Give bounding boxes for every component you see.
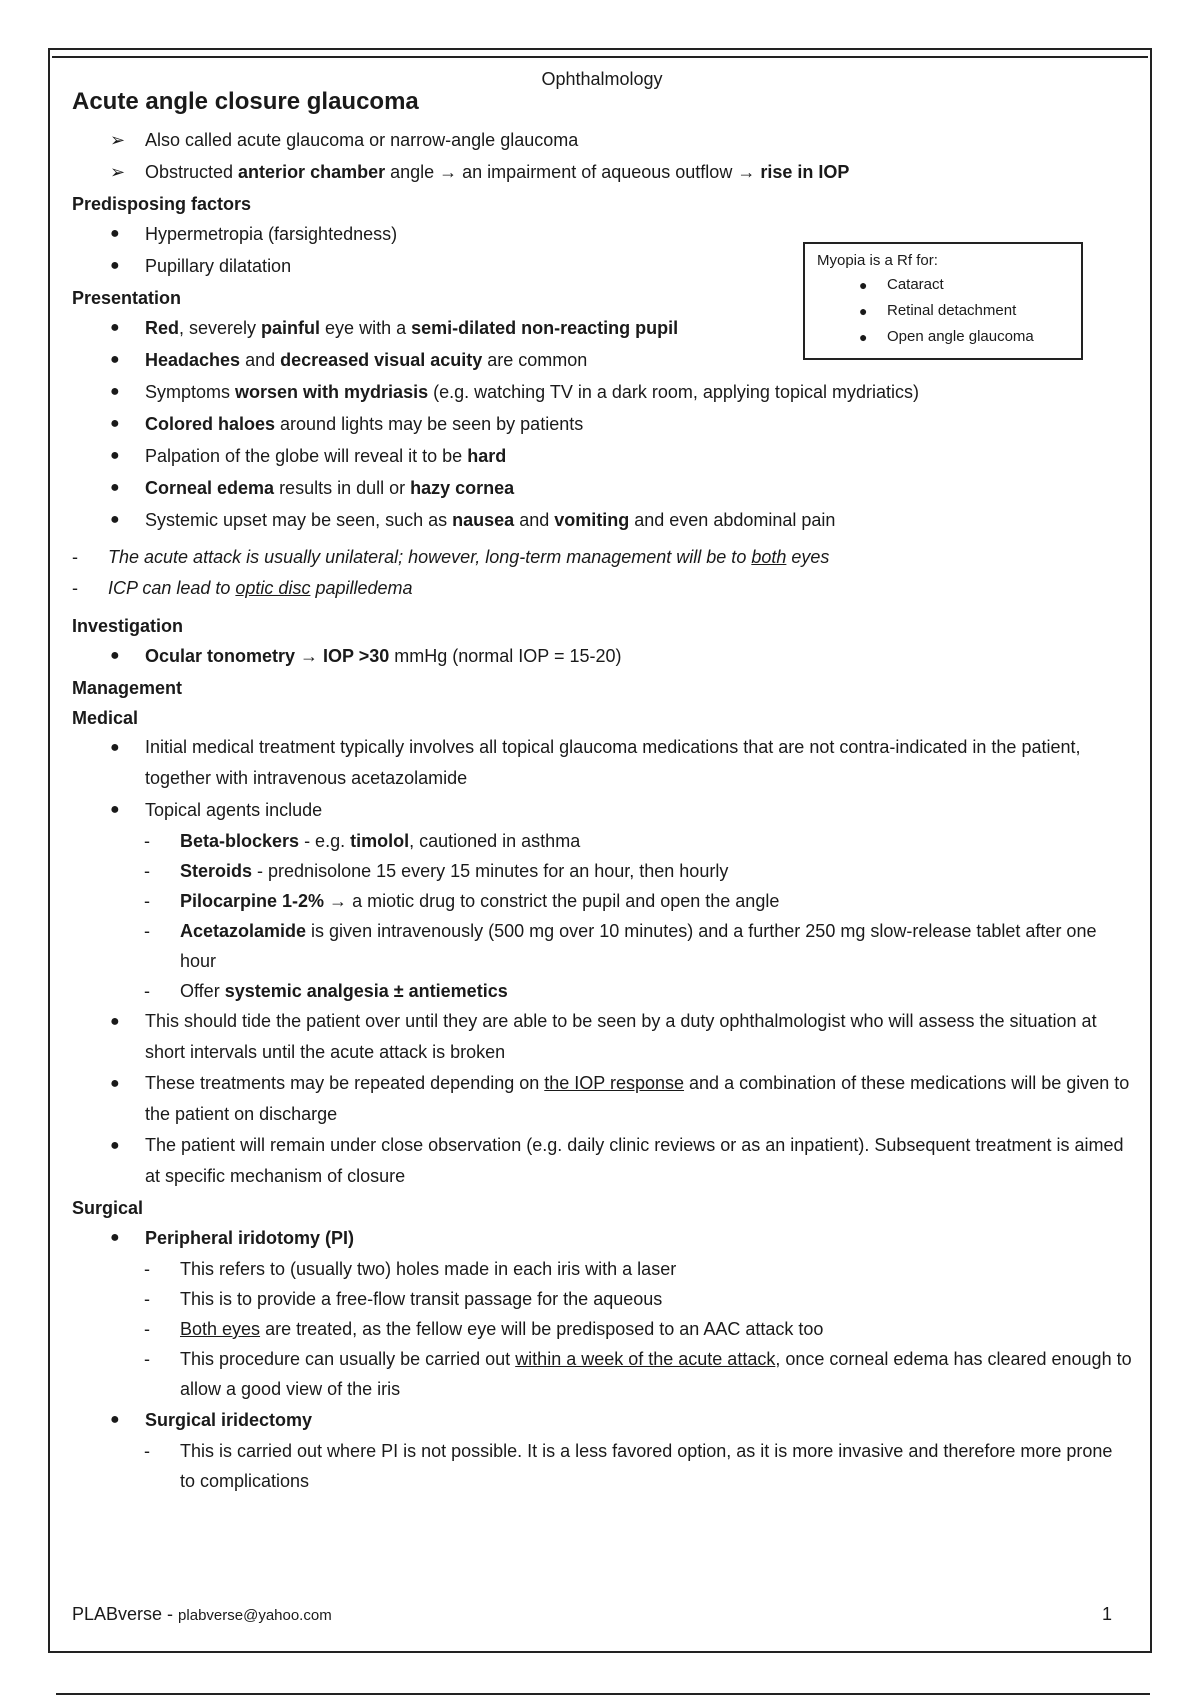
list-item bbox=[72, 794, 1132, 1006]
list-item bbox=[72, 1254, 1132, 1284]
text-run: the IOP response bbox=[544, 1073, 685, 1093]
section-heading-predisposing: Predisposing factors bbox=[72, 194, 252, 214]
footer-email: plabverse@yahoo.com bbox=[178, 1607, 332, 1624]
text-run: nausea bbox=[452, 510, 515, 530]
text-run: and a combination of these medications will be given to the patient on discharge bbox=[145, 1073, 1130, 1124]
list-item bbox=[72, 1284, 1132, 1314]
text-run: is given intravenously (500 mg over 10 minutes) and a further 250 mg slow-release tablet after one hour bbox=[180, 921, 1097, 971]
text-run: are common bbox=[482, 350, 588, 370]
list-item bbox=[72, 440, 1132, 472]
bullet-icon: ● bbox=[110, 1137, 120, 1154]
text-run: This refers to (usually two) holes made in each iris with a laser bbox=[180, 1259, 677, 1279]
text-run: These treatments may be repeated depending on bbox=[145, 1073, 545, 1093]
page-title: Acute angle closure glaucoma bbox=[72, 88, 419, 115]
text-run: Pupillary dilatation bbox=[145, 256, 292, 276]
text-run: This is to provide a free-flow transit passage for the aqueous bbox=[180, 1289, 663, 1309]
text-run: Systemic upset may be seen, such as bbox=[145, 510, 453, 530]
iridectomy-sublist bbox=[72, 1436, 1132, 1496]
dash-bullet-icon: - bbox=[144, 981, 150, 1001]
text-run: Symptoms bbox=[145, 382, 236, 402]
list-item bbox=[72, 542, 1132, 573]
text-run: and bbox=[240, 350, 281, 370]
text-run: systemic analgesia ± antiemetics bbox=[224, 981, 508, 1001]
text-run: papilledema bbox=[310, 578, 413, 598]
list-item bbox=[72, 472, 1132, 504]
topical-agents-list bbox=[72, 826, 1132, 1006]
section-heading-management: Management bbox=[72, 678, 183, 698]
text-run: - e.g. bbox=[299, 831, 351, 851]
bullet-icon: ● bbox=[110, 1013, 120, 1030]
text-run: Cataract bbox=[887, 276, 944, 293]
intro-list bbox=[72, 124, 1132, 188]
list-item bbox=[72, 1006, 1132, 1068]
dash-bullet-icon: - bbox=[144, 1441, 150, 1461]
arrow-bullet-icon: ➢ bbox=[110, 130, 126, 150]
text-run: Open angle glaucoma bbox=[887, 328, 1034, 345]
text-run: painful bbox=[261, 318, 321, 338]
dash-bullet-icon: - bbox=[144, 921, 150, 941]
bullet-icon: ● bbox=[110, 351, 120, 368]
bullet-icon: ● bbox=[110, 647, 120, 664]
text-run: Ocular tonometry → IOP >30 bbox=[145, 646, 390, 666]
text-run: Peripheral iridotomy (PI) bbox=[145, 1228, 355, 1248]
myopia-note-box bbox=[803, 242, 1083, 360]
dash-bullet-icon: - bbox=[144, 1289, 150, 1309]
text-run: rise in IOP bbox=[760, 162, 850, 182]
text-run: Also called acute glaucoma or narrow-angle glaucoma bbox=[145, 130, 579, 150]
text-run: within a week of the acute attack bbox=[515, 1349, 776, 1369]
text-run: both bbox=[751, 547, 787, 567]
myopia-box-title: Myopia is a Rf for: bbox=[817, 252, 938, 269]
running-header: Ophthalmology bbox=[541, 69, 663, 89]
list-item bbox=[817, 298, 1069, 324]
text-run: Colored haloes bbox=[145, 414, 276, 434]
list-item bbox=[72, 1344, 1132, 1404]
subsection-heading-medical: Medical bbox=[72, 708, 139, 728]
text-run: Acetazolamide bbox=[180, 921, 307, 941]
section-heading-presentation: Presentation bbox=[72, 288, 182, 308]
text-run: This should tide the patient over until they are able to be seen by a duty ophthalmologist who will assess the situation at short intervals until the acute attack is broken bbox=[145, 1011, 1097, 1062]
list-item bbox=[72, 1436, 1132, 1496]
text-run: Red bbox=[145, 318, 180, 338]
text-run: angle → an impairment of aqueous outflow → bbox=[385, 162, 761, 182]
iridotomy-sublist bbox=[72, 1254, 1132, 1404]
dash-bullet-icon: - bbox=[72, 578, 78, 598]
bullet-icon: ● bbox=[110, 415, 120, 432]
list-item bbox=[72, 886, 1132, 916]
text-run: - prednisolone 15 every 15 minutes for an hour, then hourly bbox=[252, 861, 729, 881]
text-run: Both eyes bbox=[180, 1319, 261, 1339]
list-item bbox=[72, 156, 1132, 188]
text-run: timolol bbox=[350, 831, 410, 851]
bullet-icon: ● bbox=[110, 801, 120, 818]
text-run: (e.g. watching TV in a dark room, applying topical mydriatics) bbox=[428, 382, 919, 402]
bullet-icon: ● bbox=[110, 1075, 120, 1092]
dash-bullet-icon: - bbox=[144, 861, 150, 881]
dash-bullet-icon: - bbox=[144, 1319, 150, 1339]
text-run: Offer bbox=[180, 981, 225, 1001]
section-heading-investigation: Investigation bbox=[72, 616, 184, 636]
text-run: Retinal detachment bbox=[887, 302, 1017, 319]
dash-bullet-icon: - bbox=[72, 547, 78, 567]
surgical-list bbox=[72, 1222, 1132, 1496]
text-run: hard bbox=[467, 446, 507, 466]
dash-bullet-icon: - bbox=[144, 891, 150, 911]
bullet-icon: ● bbox=[110, 257, 120, 274]
text-run: anterior chamber bbox=[238, 162, 386, 182]
bullet-icon: ● bbox=[110, 511, 120, 528]
medical-list bbox=[72, 732, 1132, 1192]
notes-list bbox=[72, 542, 1132, 604]
text-run: Headaches bbox=[145, 350, 241, 370]
text-run: Initial medical treatment typically involves all topical glaucoma medications that are not contra-indicated in the patient, together with intravenous acetazolamide bbox=[145, 737, 1081, 788]
list-item bbox=[72, 1130, 1132, 1192]
text-run: Beta-blockers bbox=[180, 831, 300, 851]
myopia-list bbox=[817, 272, 1069, 350]
text-run: ICP can lead to bbox=[108, 578, 236, 598]
text-run: decreased visual acuity bbox=[280, 350, 483, 370]
list-item bbox=[72, 640, 1132, 672]
text-run: Surgical iridectomy bbox=[145, 1410, 313, 1430]
text-run: The patient will remain under close observation (e.g. daily clinic reviews or as an inpatient). Subsequent treatment is aimed at specific mechanism of closure bbox=[145, 1135, 1124, 1186]
bullet-icon: ● bbox=[859, 277, 868, 293]
list-item bbox=[72, 124, 1132, 156]
frame-top-rule bbox=[52, 56, 1148, 58]
bullet-icon: ● bbox=[110, 383, 120, 400]
bullet-icon: ● bbox=[110, 739, 120, 756]
list-item bbox=[72, 408, 1132, 440]
page-footer bbox=[72, 1604, 332, 1625]
text-run: optic disc bbox=[235, 578, 311, 598]
text-run: Steroids bbox=[180, 861, 253, 881]
text-run: mmHg (normal IOP = 15-20) bbox=[389, 646, 622, 666]
investigation-list bbox=[72, 640, 1132, 672]
text-run: Topical agents include bbox=[145, 800, 323, 820]
text-run: and bbox=[514, 510, 555, 530]
dash-bullet-icon: - bbox=[144, 831, 150, 851]
text-run: worsen with mydriasis bbox=[235, 382, 429, 402]
list-item bbox=[72, 573, 1132, 604]
text-run: The acute attack is usually unilateral; however, long-term management will be to bbox=[108, 547, 752, 567]
list-item bbox=[72, 504, 1132, 536]
text-run: Pilocarpine 1-2% → bbox=[180, 891, 348, 911]
dash-bullet-icon: - bbox=[144, 1349, 150, 1369]
bullet-icon: ● bbox=[110, 319, 120, 336]
dash-bullet-icon: - bbox=[144, 1259, 150, 1279]
list-item bbox=[72, 916, 1132, 976]
list-item bbox=[72, 1404, 1132, 1496]
text-run: This is carried out where PI is not possible. It is a less favored option, as it is more invasive and therefore more prone to complications bbox=[180, 1441, 1113, 1491]
list-item bbox=[72, 1068, 1132, 1130]
text-run: hazy cornea bbox=[410, 478, 515, 498]
bullet-icon: ● bbox=[110, 479, 120, 496]
text-run: Palpation of the globe will reveal it to be bbox=[145, 446, 468, 466]
text-run: Hypermetropia (farsightedness) bbox=[145, 224, 398, 244]
text-run: This procedure can usually be carried out bbox=[180, 1349, 516, 1369]
subsection-heading-surgical: Surgical bbox=[72, 1198, 144, 1218]
list-item bbox=[72, 976, 1132, 1006]
bottom-rule bbox=[56, 1693, 1150, 1695]
text-run: , severely bbox=[179, 318, 262, 338]
bullet-icon: ● bbox=[110, 447, 120, 464]
text-run: , cautioned in asthma bbox=[409, 831, 581, 851]
list-item bbox=[817, 324, 1069, 350]
bullet-icon: ● bbox=[110, 225, 120, 242]
text-run: and even abdominal pain bbox=[629, 510, 836, 530]
list-item bbox=[72, 826, 1132, 856]
text-run: Obstructed bbox=[145, 162, 239, 182]
bullet-icon: ● bbox=[859, 329, 868, 345]
list-item bbox=[72, 732, 1132, 794]
list-item bbox=[72, 376, 1132, 408]
text-run: a miotic drug to constrict the pupil and open the angle bbox=[347, 891, 780, 911]
bullet-icon: ● bbox=[110, 1229, 120, 1246]
list-item bbox=[72, 1314, 1132, 1344]
text-run: Corneal edema bbox=[145, 478, 275, 498]
text-run: eye with a bbox=[320, 318, 412, 338]
text-run: eyes bbox=[786, 547, 830, 567]
text-run: vomiting bbox=[554, 510, 630, 530]
bullet-icon: ● bbox=[859, 303, 868, 319]
bullet-icon: ● bbox=[110, 1411, 120, 1428]
page-number: 1 bbox=[1101, 1604, 1112, 1624]
arrow-bullet-icon: ➢ bbox=[110, 162, 126, 182]
text-run: , once corneal edema has cleared enough to allow a good view of the iris bbox=[180, 1349, 1132, 1399]
text-run: semi-dilated non-reacting pupil bbox=[411, 318, 679, 338]
list-item bbox=[817, 272, 1069, 298]
list-item bbox=[72, 1222, 1132, 1404]
text-run: are treated, as the fellow eye will be predisposed to an AAC attack too bbox=[260, 1319, 824, 1339]
text-run: around lights may be seen by patients bbox=[275, 414, 584, 434]
list-item bbox=[72, 856, 1132, 886]
text-run: results in dull or bbox=[274, 478, 411, 498]
footer-brand: PLABverse - bbox=[72, 1604, 179, 1624]
